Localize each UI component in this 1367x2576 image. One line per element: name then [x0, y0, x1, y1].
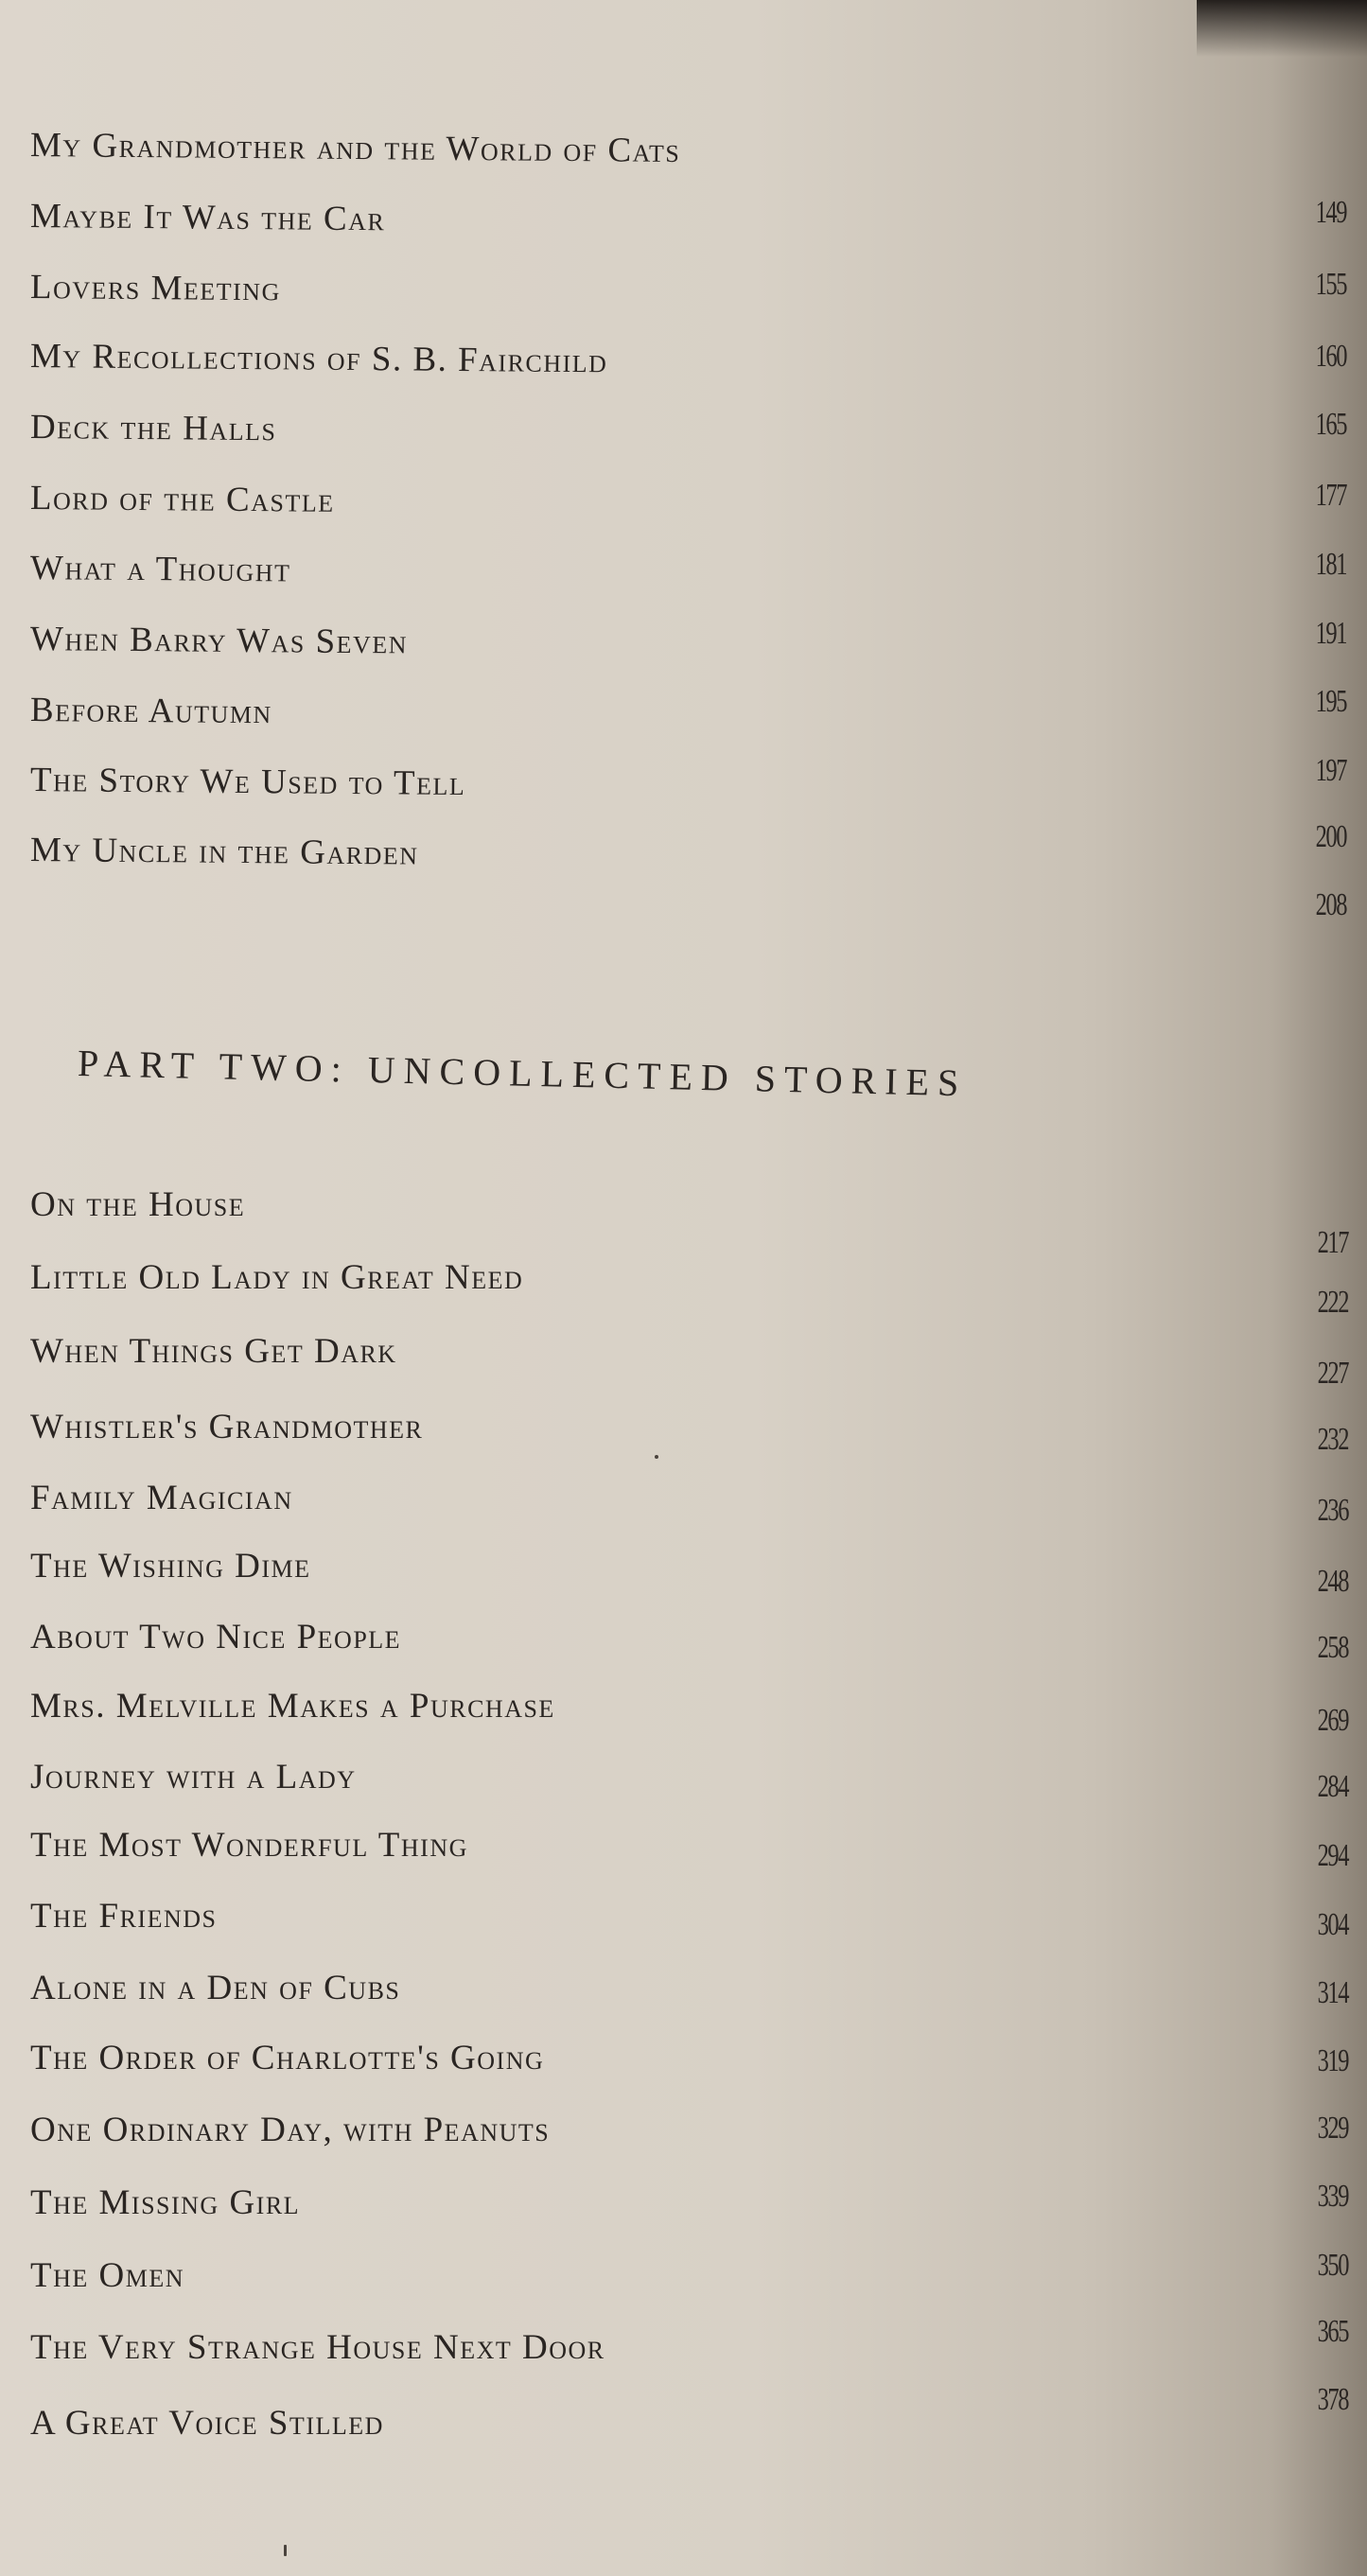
toc-entry-title: Lord of the Castle [29, 479, 335, 520]
toc-page-number: 197 [1315, 753, 1346, 788]
toc-page-number: 232 [1317, 1422, 1348, 1457]
paper-speck [284, 2545, 287, 2556]
toc-entry-title: When Barry Was Seven [29, 620, 409, 662]
toc-page-number: 304 [1317, 1907, 1348, 1942]
page-edge-shadow [1197, 0, 1367, 57]
toc-page-number: 350 [1317, 2248, 1348, 2283]
toc-page-number: 269 [1317, 1703, 1348, 1738]
toc-entry-title: On the House [30, 1185, 246, 1224]
toc-page-number: 208 [1315, 887, 1346, 922]
toc-page-number: 227 [1317, 1356, 1348, 1391]
toc-entry-title: Alone in a Den of Cubs [30, 1969, 401, 2007]
toc-page-number: 165 [1315, 407, 1346, 442]
toc-entry-title: The Omen [30, 2256, 185, 2295]
toc-entry-title: Mrs. Melville Makes a Purchase [30, 1687, 555, 1726]
toc-entry-title: Family Magician [30, 1479, 293, 1517]
part-two-heading: PART TWO: UNCOLLECTED STORIES [77, 1042, 968, 1105]
toc-page-number: 378 [1317, 2382, 1348, 2417]
toc-page-number: 284 [1317, 1769, 1348, 1804]
toc-page-number: 222 [1317, 1285, 1348, 1320]
toc-page-number: 248 [1317, 1564, 1348, 1599]
toc-page-number: 217 [1317, 1225, 1348, 1260]
toc-page-number: 149 [1315, 195, 1346, 230]
toc-entry-title: The Very Strange House Next Door [30, 2328, 605, 2367]
toc-entry-title: One Ordinary Day, with Peanuts [30, 2111, 551, 2149]
toc-entry-title: The Missing Girl [30, 2183, 301, 2222]
toc-entry-title: The Story We Used to Tell [29, 761, 466, 804]
toc-entry-title: A Great Voice Stilled [30, 2404, 384, 2443]
toc-page-number: 155 [1315, 267, 1346, 302]
toc-entry-title: The Order of Charlotte's Going [30, 2039, 545, 2077]
toc-entry-title: The Most Wonderful Thing [30, 1826, 468, 1865]
toc-entry-title: Little Old Lady in Great Need [30, 1258, 524, 1297]
paper-speck [655, 1455, 658, 1459]
toc-page-number: 329 [1317, 2111, 1348, 2146]
toc-entry-title: My Recollections of S. B. Fairchild [29, 337, 608, 381]
toc-entry-title: Lovers Meeting [29, 268, 282, 309]
toc-entry-title: Whistler's Grandmother [30, 1408, 424, 1446]
toc-entry-title: The Friends [30, 1897, 218, 1936]
toc-page-number: 200 [1315, 819, 1346, 854]
toc-entry-title: Maybe It Was the Car [29, 197, 386, 239]
toc-page-number: 160 [1315, 339, 1346, 374]
toc-entry-title: About Two Nice People [30, 1618, 402, 1656]
toc-entry-title: My Uncle in the Garden [29, 831, 419, 873]
toc-page-number: 236 [1317, 1493, 1348, 1528]
toc-page-number: 181 [1315, 547, 1346, 582]
toc-entry-title: When Things Get Dark [30, 1332, 397, 1371]
toc-page-number: 294 [1317, 1838, 1348, 1873]
toc-entry-title: What a Thought [29, 549, 291, 590]
toc-entry-title: Journey with a Lady [30, 1758, 357, 1796]
toc-entry-title: Deck the Halls [29, 408, 277, 449]
toc-page-number: 258 [1317, 1630, 1348, 1665]
toc-page-number: 319 [1317, 2043, 1348, 2078]
toc-entry-title: My Grandmother and the World of Cats [29, 126, 681, 170]
toc-page-number: 195 [1315, 684, 1346, 719]
toc-page-number: 314 [1317, 1975, 1348, 2010]
toc-page-number: 177 [1315, 478, 1346, 513]
toc-page-number: 365 [1317, 2314, 1348, 2349]
toc-entry-title: The Wishing Dime [30, 1547, 311, 1586]
toc-entry-title: Before Autumn [29, 691, 272, 732]
toc-page-number: 191 [1315, 616, 1346, 651]
toc-page-number: 339 [1317, 2179, 1348, 2214]
